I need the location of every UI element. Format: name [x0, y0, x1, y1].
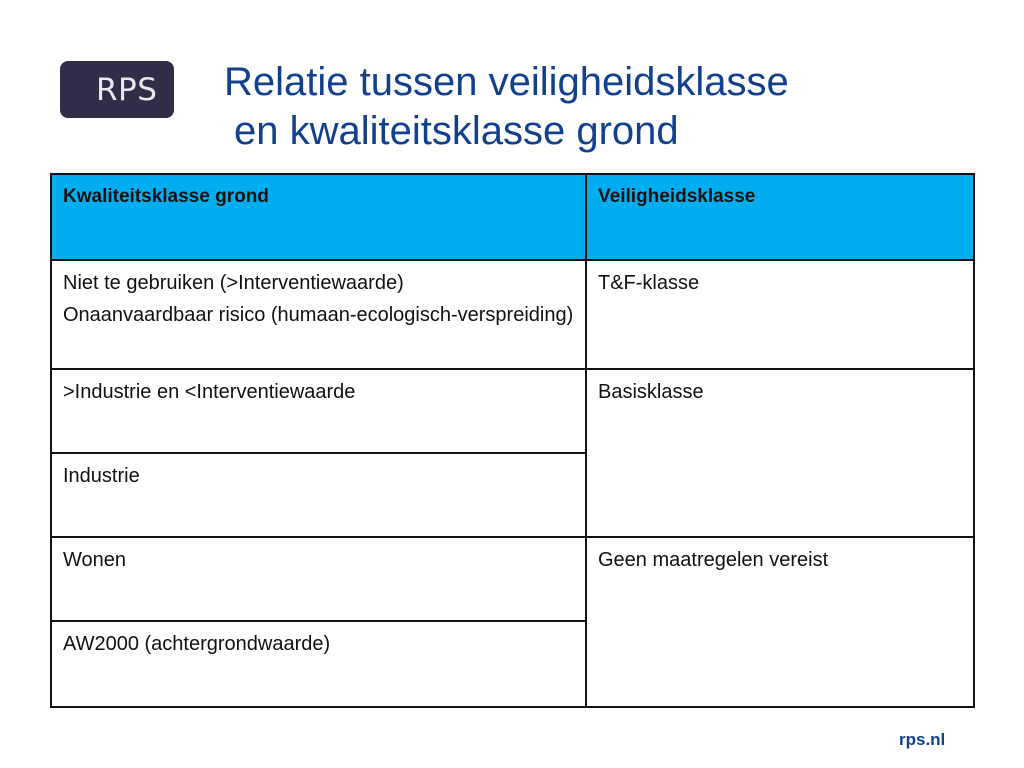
table-row [51, 260, 974, 369]
logo-text: RPS [96, 72, 158, 108]
footer-link: rps.nl [899, 730, 946, 749]
quality-cell: >Industrie en <Interventiewaarde [51, 369, 586, 453]
quality-cell: AW2000 (achtergrondwaarde) [51, 621, 586, 707]
title-line-1: Relatie tussen veiligheidsklasse [224, 60, 789, 104]
rps-logo [60, 61, 174, 118]
page-title [224, 58, 924, 156]
header-quality-class: Kwaliteitsklasse grond [51, 174, 586, 260]
safety-cell: Basisklasse [586, 369, 974, 537]
table-row [51, 537, 974, 621]
title-line-2: en kwaliteitsklasse grond [234, 109, 679, 153]
quality-cell: Wonen [51, 537, 586, 621]
table-header-row [51, 174, 974, 260]
classification-table [50, 173, 975, 708]
table-row [51, 369, 974, 453]
safety-cell: T&F-klasse [586, 260, 974, 369]
quality-cell: Industrie [51, 453, 586, 537]
quality-cell [51, 260, 586, 369]
quality-text: Onaanvaardbaar risico (humaan-ecologisch-verspreiding) [63, 304, 574, 326]
quality-text: Niet te gebruiken (>Interventiewaarde) [63, 272, 404, 294]
header-safety-class: Veiligheidsklasse [586, 174, 974, 260]
safety-cell: Geen maatregelen vereist [586, 537, 974, 707]
